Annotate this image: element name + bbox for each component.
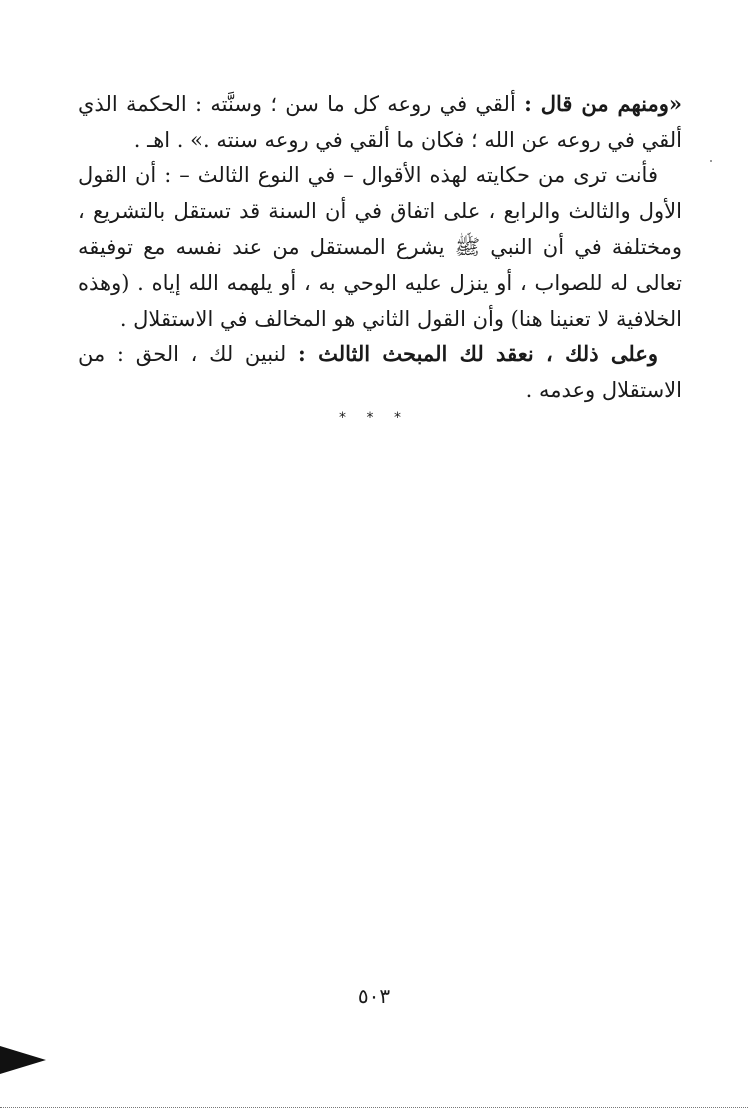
paragraph-text: لنبين لك ، الحق : من الاستقلال وعدمه .	[78, 342, 682, 402]
paragraph-conclusion	[78, 336, 682, 408]
paragraph-text: فأنت ترى من حكايته لهذه الأقوال – في النوع الثالث – : أن القول الأول والثالث والرابع ، على اتفاق في أن السنة قد تستقل بالتشريع ، ومختلفة في أن النبي ﷺ يشرع المستقل من عند نفسه مع توفيقه تعالى له للصواب ، أو ينزل عليه الوحي به ، أو يلهمه الله إياه . (وهذه الخلافية لا تعنينا هنا) وأن القول الثاني هو المخالف في الاستقلال .	[78, 163, 682, 331]
paragraph-text: ألقي في روعه كل ما سن ؛ وسنَّته : الحكمة الذي ألقي في روعه عن الله ؛ فكان ما ألقي في روعه سنته .» . اهـ .	[78, 92, 682, 152]
scan-corner-mark	[0, 1046, 46, 1074]
scan-speck	[710, 160, 712, 162]
paragraph-lead-bold: «ومنهم من قال :	[524, 91, 682, 116]
paragraph-commentary	[78, 157, 682, 337]
section-separator: * * *	[339, 410, 409, 426]
scan-bottom-edge	[0, 1106, 748, 1108]
paragraph-quote	[78, 86, 682, 158]
page-number: ٥٠٣	[357, 984, 391, 1008]
paragraph-lead-bold: وعلى ذلك ، نعقد لك المبحث الثالث :	[298, 341, 659, 366]
